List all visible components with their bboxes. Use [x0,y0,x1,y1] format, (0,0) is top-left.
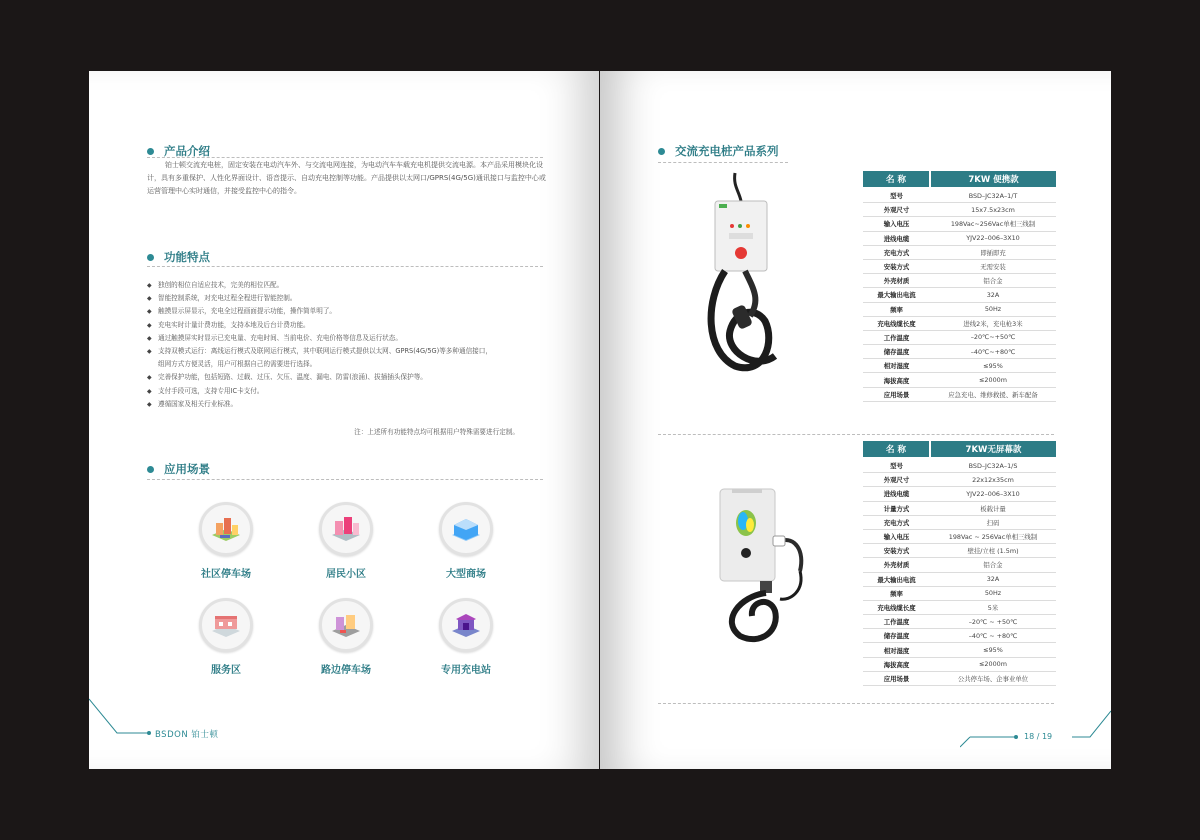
spec-value: BSD–JC32A–1/T [930,188,1056,203]
spec-value: 板载计量 [930,501,1056,515]
feature-text: 通过触摸屏实时显示已充电量、充电时间、当前电价、充电价格等信息及运行状态。 [158,333,402,342]
list-item [147,305,567,318]
spec-label: 工作温度 [863,330,930,344]
scene-label: 服务区 [211,665,241,676]
page-numbers: 18 / 19 [1024,732,1053,741]
scene-icon-circle [319,598,373,652]
feature-list [147,279,567,411]
scene-roadside-parking [301,598,391,676]
spec-value: 15x7.5x23cm [930,203,1056,217]
table-row [863,245,1056,259]
bullet-dot-icon [147,254,154,261]
spec-value: ≤95% [930,359,1056,373]
portable-charger-image [695,171,805,391]
table-row [863,615,1056,629]
brand-logo: BSDON 铂士顿 [155,730,219,740]
spec-value: –20℃~+50℃ [930,330,1056,344]
table-row [863,515,1056,529]
mall-icon [448,513,484,545]
spec-value: 扫码 [930,515,1056,529]
table-row [863,188,1056,203]
divider [658,162,788,163]
spec-value: 铝合金 [930,558,1056,572]
feature-text: 完善保护功能，包括短路、过载、过压、欠压、温度、漏电、防雷(浪涌)、拔插插头保护等。 [158,373,427,382]
scene-icon-circle [439,502,493,556]
spec-label: 最大输出电流 [863,572,930,586]
spec-label: 外壳材质 [863,558,930,572]
feature-text: 支持双模式运行：离线运行模式及联网运行模式，其中联网运行模式提供以太网、GPRS(4G/5G)等多种通信接口， [158,346,492,355]
residential-icon [328,513,364,545]
table-row [863,529,1056,543]
spec-value: 5米 [930,600,1056,614]
features-heading [147,249,210,265]
spec-label: 外观尺寸 [863,473,930,487]
table-row [863,387,1056,401]
table-row [863,203,1056,217]
spec-value: 198Vac~256Vac单相三线制 [930,217,1056,231]
spec-value: YJV22–006–3X10 [930,231,1056,245]
divider [147,157,543,158]
scene-icon-circle [199,502,253,556]
table-row [863,586,1056,600]
table-row [863,458,1056,473]
spec-label: 最大输出电流 [863,288,930,302]
list-item [147,279,567,292]
table-row [863,373,1056,387]
spec-value: 无需安装 [930,259,1056,273]
spec-label: 输入电压 [863,217,930,231]
left-page [89,71,599,769]
table-header-cell: 名 称 [863,171,930,188]
table-header-cell: 名 称 [863,441,930,458]
spec-label: 计量方式 [863,501,930,515]
spec-value: ≤2000m [930,373,1056,387]
table-row [863,473,1056,487]
spec-value: –20℃ ~ +50℃ [930,615,1056,629]
table-header-cell: 7KW 便携款 [930,171,1056,188]
diamond-bullet-icon: ◆ [147,374,152,382]
list-item [147,345,567,358]
table-row [863,629,1056,643]
table-row [863,600,1056,614]
spec-label: 充电方式 [863,515,930,529]
spec-value: 32A [930,288,1056,302]
feature-text: 智能控制系统，对充电过程全程进行智能控制。 [158,294,297,303]
table-row [863,359,1056,373]
table-row [863,643,1056,657]
spec-table-wallbox [863,441,1056,686]
scene-icon-circle [199,598,253,652]
service-area-icon [208,609,244,641]
spec-table-portable [863,171,1056,402]
spec-value: 22x12x35cm [930,473,1056,487]
list-item [147,332,567,345]
table-row [863,544,1056,558]
scene-label: 专用充电站 [441,665,491,676]
list-item [147,385,567,398]
scene-label: 居民小区 [326,569,366,580]
spec-label: 频率 [863,586,930,600]
table-row [863,330,1056,344]
feature-text: 充电实时计量计费功能，支持本地及后台计费功能。 [158,320,310,329]
spec-label: 输入电压 [863,529,930,543]
scene-mall [421,502,511,580]
table-row [863,345,1056,359]
spec-value: BSD–JC32A–1/S [930,458,1056,473]
table-row [863,501,1056,515]
spec-label: 安装方式 [863,259,930,273]
scene-residential [301,502,391,580]
diamond-bullet-icon: ◆ [147,400,152,408]
table-header-row [863,441,1056,458]
roadside-parking-icon [328,609,364,641]
diamond-bullet-icon: ◆ [147,308,152,316]
spec-label: 海拔高度 [863,373,930,387]
scene-charging-station [421,598,511,676]
spec-value: 应急充电、维修救援、新车配备 [930,387,1056,401]
bullet-dot-icon [147,466,154,473]
table-row [863,657,1056,671]
scene-icon-circle [439,598,493,652]
spec-label: 型号 [863,458,930,473]
table-header-cell: 7KW无屏幕款 [930,441,1056,458]
feature-text: 支付手段可选，支持专用IC卡支付。 [158,386,264,395]
spec-value: ≤2000m [930,657,1056,671]
bullet-dot-icon [658,148,665,155]
list-item [147,398,567,411]
spec-label: 外观尺寸 [863,203,930,217]
section-title-text: 功能特点 [164,250,210,264]
diamond-bullet-icon: ◆ [147,282,152,289]
table-row [863,259,1056,273]
section-title-text: 产品介绍 [164,144,210,158]
divider [147,266,543,267]
spec-value: 即插即充 [930,245,1056,259]
spec-value: YJV22–006–3X10 [930,487,1056,501]
feature-text: 触摸显示屏显示，充电全过程画面提示功能，操作简单明了。 [158,307,337,316]
bullet-dot-icon [147,148,154,155]
scene-label: 社区停车场 [201,569,251,580]
list-item [147,358,567,371]
spec-label: 储存温度 [863,345,930,359]
scene-icon-circle [319,502,373,556]
right-page [600,71,1111,769]
spec-label: 海拔高度 [863,657,930,671]
wallbox-charger-image [710,481,830,651]
spec-label: 外壳材质 [863,274,930,288]
table-row [863,288,1056,302]
diamond-bullet-icon: ◆ [147,387,152,395]
table-row [863,316,1056,330]
intro-text: 铂士顿交流充电桩，固定安装在电动汽车外、与交流电网连接，为电动汽车车载充电机提供交流电源。本产品采用模块化设计，具有多重保护、人性化界面设计、语音提示、自动充电控制等功能。产品提供以太网口/GPRS(4G/5G)通讯接口与监控中心或运营管理中心实时通信，并接受监控中心的指令。 [147,161,546,195]
spec-label: 应用场景 [863,387,930,401]
spec-label: 相对湿度 [863,359,930,373]
spec-label: 储存温度 [863,629,930,643]
diamond-bullet-icon: ◆ [147,347,152,355]
table-row [863,671,1056,685]
spec-label: 相对湿度 [863,643,930,657]
table-row [863,217,1056,231]
spec-value: 壁挂/立柱 (1.5m) [930,544,1056,558]
spec-value: –40℃~+80℃ [930,345,1056,359]
community-parking-icon [208,513,244,545]
table-row [863,274,1056,288]
list-item [147,292,567,305]
feature-text: 遵循国家及相关行业标准。 [158,399,238,408]
table-row [863,487,1056,501]
spec-label: 安装方式 [863,544,930,558]
list-item [147,319,567,332]
diamond-bullet-icon: ◆ [147,295,152,303]
diamond-bullet-icon: ◆ [147,321,152,329]
spec-label: 应用场景 [863,671,930,685]
section-title-text: 交流充电桩产品系列 [675,144,779,158]
spec-value: 进线2米，充电枪3米 [930,316,1056,330]
table-row [863,558,1056,572]
table-row [863,231,1056,245]
table-header-row [863,171,1056,188]
spec-label: 工作温度 [863,615,930,629]
spec-value: 50Hz [930,302,1056,316]
feature-note: 注：上述所有功能特点均可根据用户特殊需要进行定制。 [354,428,519,436]
spec-label: 频率 [863,302,930,316]
divider [147,479,543,480]
spec-label: 充电线缆长度 [863,600,930,614]
spec-value: 公共停车场、企事业单位 [930,671,1056,685]
spec-value: 32A [930,572,1056,586]
list-item [147,371,567,384]
charging-station-icon [448,609,484,641]
spec-label: 充电线缆长度 [863,316,930,330]
scene-label: 路边停车场 [321,665,371,676]
spec-label: 充电方式 [863,245,930,259]
spec-value: 50Hz [930,586,1056,600]
spec-value: 铝合金 [930,274,1056,288]
diamond-bullet-icon: ◆ [147,334,152,342]
corner-decoration-icon [960,691,1111,751]
divider [658,434,1054,435]
table-row [863,302,1056,316]
corner-decoration-icon [89,691,209,751]
scene-service-area [181,598,271,676]
scene-label: 大型商场 [446,569,486,580]
section-title-text: 应用场景 [164,462,210,476]
spec-label: 进线电缆 [863,231,930,245]
spec-value: ≤95% [930,643,1056,657]
scene-community-parking [181,502,271,580]
product-series-heading [658,143,779,159]
spec-label: 型号 [863,188,930,203]
scenes-heading [147,461,210,477]
spec-value: 198Vac ~ 256Vac单相三线制 [930,529,1056,543]
spec-value: –40℃ ~ +80℃ [930,629,1056,643]
spec-label: 进线电缆 [863,487,930,501]
feature-text: 组网方式方便灵活，用户可根据自己的需要进行选择。 [158,360,317,369]
feature-text: 独创的相位自适应技术，完美的相位匹配。 [158,281,284,289]
table-row [863,572,1056,586]
